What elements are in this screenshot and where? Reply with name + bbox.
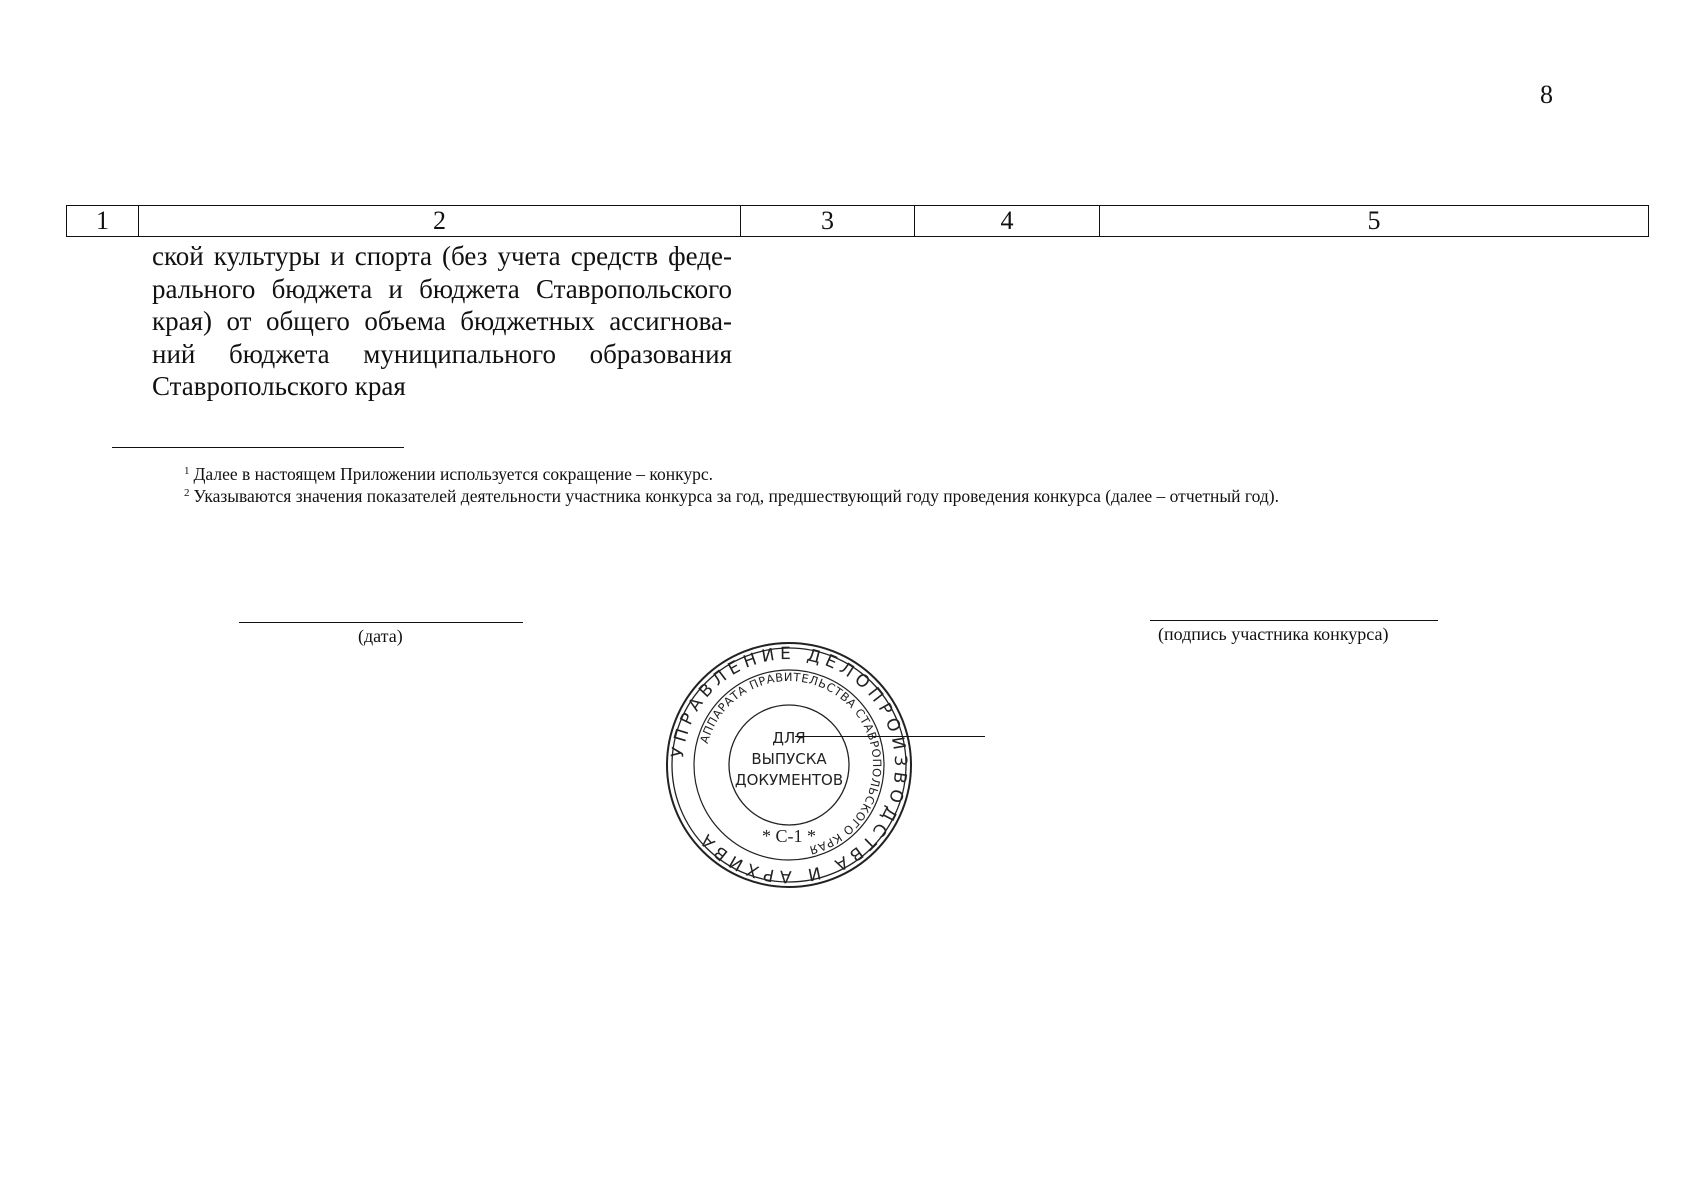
- stamp-code: * С-1 *: [762, 826, 816, 846]
- body-text-line: рального бюджета и бюджета Ставропольского: [152, 273, 732, 304]
- stamp-signature-stroke: [795, 736, 985, 737]
- table-header-cell-3: 3: [741, 206, 915, 237]
- footnote-1: [184, 464, 713, 485]
- footnote-2: [184, 486, 1279, 507]
- table-header-cell-5: 5: [1100, 206, 1649, 237]
- official-stamp: [664, 640, 914, 890]
- date-caption: (дата): [358, 626, 403, 646]
- page-number: 8: [1540, 80, 1553, 109]
- date-line: [239, 622, 523, 623]
- signature-line: [1150, 620, 1438, 621]
- signature-caption: (подпись участника конкурса): [1158, 624, 1389, 644]
- table-header-row: [66, 205, 1649, 237]
- stamp-outer-text: УПРАВЛЕНИЕ ДЕЛОПРОИЗВОДСТВА И АРХИВА: [668, 643, 911, 887]
- table-header-cell-4: 4: [915, 206, 1100, 237]
- stamp-center-line-1: ДЛЯ: [772, 729, 806, 747]
- body-text: [152, 240, 732, 403]
- footnote-text: Указываются значения показателей деятельности участника конкурса за год, предшествующий году проведения конкурса (далее – отчетный год).: [193, 486, 1279, 506]
- body-text-line: ний бюджета муниципального образования: [152, 338, 732, 369]
- footnote-mark: 1: [184, 465, 190, 477]
- body-text-line: края) от общего объема бюджетных ассигнова-: [152, 306, 732, 336]
- footnote-text: Далее в настоящем Приложении используется сокращение – конкурс.: [193, 464, 714, 484]
- stamp-center-line-2: ВЫПУСКА: [751, 750, 827, 768]
- table-header-cell-1: 1: [67, 206, 139, 237]
- stamp-center-line-3: ДОКУМЕНТОВ: [734, 771, 844, 789]
- table-header-cell-2: 2: [139, 206, 741, 237]
- footnote-separator: [112, 447, 404, 448]
- stamp-inner-text: АППАРАТА ПРАВИТЕЛЬСТВА СТАВРОПОЛЬСКОГО КРАЯ: [697, 669, 885, 858]
- footnote-mark: 2: [184, 487, 190, 499]
- body-text-line: Ставропольского края: [152, 371, 406, 401]
- body-text-line: ской культуры и спорта (без учета средств феде-: [152, 241, 732, 271]
